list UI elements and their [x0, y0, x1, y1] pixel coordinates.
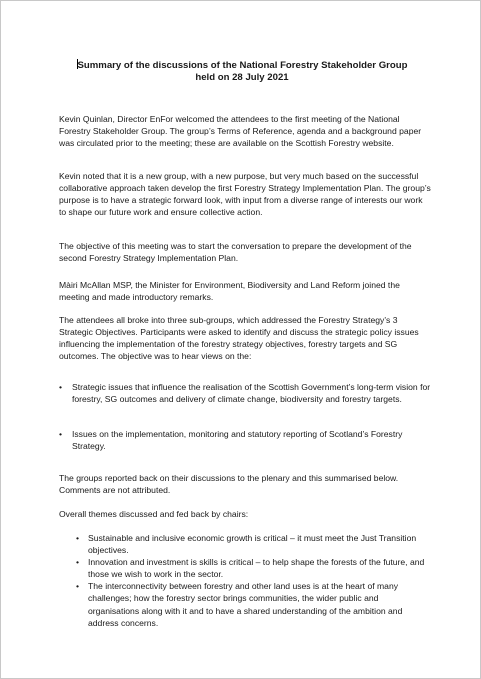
views-bullet-list-2: [59, 428, 431, 452]
document-title: [61, 59, 423, 84]
title-line-2: held on 28 July 2021: [195, 72, 289, 83]
paragraph-welcome: Kevin Quinlan, Director EnFor welcomed the attendees to the first meeting of the National Forestry Stakeholder Group. The group’s Terms of Reference, agenda and a background paper was circulated prior to the meeting; these are available on the Scottish Forestry website.: [59, 114, 422, 149]
themes-bullet-list: [76, 532, 431, 629]
list-item: • The interconnectivity between forestry and other land uses is at the heart of many challenges; how the forestry sector brings communities, the wider public and organisations along with it and to have a shared understanding of the ambition and address concerns.: [76, 580, 431, 628]
title-line-1: Summary of the discussions of the National Forestry Stakeholder Group: [77, 60, 408, 71]
paragraph-new-group: Kevin noted that it is a new group, with a new purpose, but very much based on the successful collaborative approach taken develop the first Forestry Strategy Implementation Plan. The group’s purpose is to have a strategic forward look, with input from a diverse range of interests our work to shape our future work and ensure collective action.: [59, 171, 431, 218]
paragraph-objective: The objective of this meeting was to start the conversation to prepare the development of the second Forestry Strategy Implementation Plan.: [59, 241, 412, 264]
list-item: • Innovation and investment is skills is critical – to help shape the forests of the future, and those we wish to work in the sector.: [76, 556, 431, 580]
paragraph-subgroups: The attendees all broke into three sub-groups, which addressed the Forestry Strategy’s 3 Strategic Objectives. Participants were asked to identify and discuss the strategic policy issues influencing the implementation of the forestry strategy objectives, forestry targets and SG outcomes. The objective was to hear views on the:: [59, 315, 419, 362]
themes-intro: Overall themes discussed and fed back by chairs:: [59, 509, 249, 519]
list-item: • Issues on the implementation, monitoring and statutory reporting of Scotland’s Forestry Strategy.: [59, 428, 431, 452]
paragraph-report-back: The groups reported back on their discussions to the plenary and this summarised below. Comments are not attributed.: [59, 473, 399, 496]
views-bullet-list: [59, 381, 431, 405]
list-item: • Sustainable and inclusive economic growth is critical – it must meet the Just Transition objectives.: [76, 532, 431, 556]
list-item: • Strategic issues that influence the realisation of the Scottish Government’s long-term vision for forestry, SG outcomes and delivery of climate change, biodiversity and forestry targets.: [59, 381, 431, 405]
paragraph-minister: Màiri McAllan MSP, the Minister for Environment, Biodiversity and Land Reform joined the meeting and made introductory remarks.: [59, 280, 400, 303]
